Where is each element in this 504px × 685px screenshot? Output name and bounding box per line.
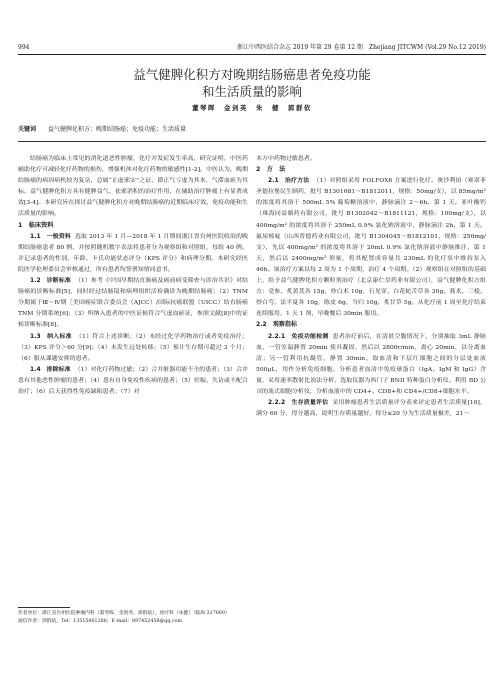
left-column — [18, 153, 248, 397]
subsection-text: （1）对照组采用 FOLFOX6 方案进行化疗。奥沙利铂（赛诺菲圣德拉堡民生制药，批号 B1301081～B1812011，规格：50mg/支），以 85mg/m² 的浓度将其溶于 500mL 5% 葡萄糖溶液中，静脉滴注 2～6h，第 1 天。亚叶酸钙（珠海同益制药有限公司，批号 B1302042～B1811121，规格：100mg/支），以 400mg/m² 的浓度将其溶于 250mL 0.9% 氯化钠溶液中，静脉滴注 2h，第 1 天。氟尿嘧啶（山西普德药业有限公司，批号 B1304045～B1812101，规格：250mg/支），先以 400mg/m² 的浓度将其溶于 20mL 0.9% 氯化钠溶液中静脉推注，第 1 天，然后以 2400mg/m² 剂量，将其配置成容量共 230mL 的化疗泵中维持泵入 46h。该治疗方案以每 2 周为 1 个周期，治疗 4 个周期。（2）观察组在对照组的基础上，给予益气健脾化积方颗粒剂治疗（北京康仁堂药业有限公司），益气健脾化积方组方：党参、炙黄芪各 15g，炒白术 10g，石见穿、白花蛇舌草各 30g，莪术、三棱、炒白芍、法半夏各 10g，陈皮 6g，当归 10g，炙甘草 5g。从化疗前 1 周至化疗结束连续服用，1 天 1 剂，早晚餐后 30min 服用。 — [256, 177, 486, 318]
subsection-paragraph — [18, 275, 248, 330]
subsection-paragraph — [18, 364, 248, 397]
subsection-label: 2.2.2 生存质量评估 — [268, 399, 329, 407]
keywords-label: 关键词 — [18, 126, 37, 133]
author-list: 董琴晖 金剑英 朱 健 郭群依 — [192, 104, 312, 112]
title-line-2: 和生活质量的影响 — [201, 84, 302, 99]
subsection-text: 患者治疗前后，在清晨空腹情况下，分别抽取 3mL 静脉血，一管室温静置 20min 使其凝固，然后以 2800r/min，离心 20min，以分离血清；另一管利用抗凝管，静置 30min，取血清和下层红细胞之间的分层处血液 500μL，用作分析免疫细胞。分析患者血清中免疫球蛋白（IgA、IgM 和 IgG）含量，采用速率散射比浊法分析，选取仪器为西门子 BNII 特种蛋白分析仪。利用 BD 公司的流式细胞分析仪，分析血液中的 CD4+、CD8+和 CD4+/CD8+细胞水平。 — [256, 332, 486, 395]
keywords — [18, 126, 486, 134]
right-column — [256, 153, 486, 419]
page-number: 994 — [18, 44, 30, 51]
keywords-text: 益气健脾化积方；晚期结肠癌；免疫功能；生活质量 — [47, 126, 186, 133]
subsection-text: （1）参考《中国早期结直肠癌及癌前病变筛查与诊治共识》对结肠癌的诊断标准[5]，同时经过结肠镜和病理组织活检确诊为晚期结肠癌；（2）TNM 分期属于Ⅲ～Ⅳ期［美国癌症联合委员会（AJCC）/国际抗癌联盟（UICC）结直肠癌 TNM 分期系统[6]；（3）所纳入患者的中医证候符合气虚血瘀证，参照文献[8]中的证候诊断标准[8]。 — [18, 277, 249, 329]
keywords-rule — [18, 141, 486, 142]
footnote-affiliation: 作者单位：浙江省台州医院肿瘤内科（董琴晖、金剑英、郭群依），放疗科（朱健）（临海 317000） — [18, 611, 230, 616]
subsection-label: 1.2 诊断标准 — [30, 277, 71, 285]
subsection-paragraph — [256, 397, 486, 419]
subsection-text: （1）符合上述诊断；（2）未经过化学药物治疗或者免疫治疗；（3）KPS 评分＞60 分[9]；（4）未发生远处转移；（5）预计生存期可超过 3 个月；（6）服从课题安排的患者。 — [18, 332, 248, 362]
subsection-label: 2.2.1 免疫功能检测 — [268, 332, 329, 340]
subsection-label: 1.3 纳入标准 — [30, 332, 72, 340]
subsection-text: （1）对化疗药物过敏；（2）合并脏器功能不全的患者；（3）合并患有其他恶性肿瘤的患者；（4）患有自身免疫性疾病的患者；（5）妊娠、失访或不配合治疗；（6）后天获得性免疫缺陷患者；（7）对 — [18, 365, 248, 395]
header-rule — [18, 54, 486, 55]
subsection-label: 1.4 排除标准 — [30, 365, 71, 373]
subsection-label: 2.1 治疗方法 — [268, 177, 310, 185]
body-paragraph: 结肠癌为临床上常见的消化道恶性肿瘤，化疗并发症发生率高，研究证明，中医药辅助化疗可减轻化疗药物的损伤，增强机体对化疗药物的敏感性[1-2]。中医认为，晚期结肠癌的病因病机较为复杂，总属“正虚邪实”之证，即正气亏虚为其本，气滞血瘀为其标。益气健脾化积方具有健脾益气、祛邪消积的治疗作用，在辅助治疗肿瘤上有显著成效[3-4]。本研究旨在探讨益气健脾化积方对晚期结肠癌的近期临床疗效、免疫功能和生活质量的影响。 — [18, 155, 248, 218]
subsection-label: 1.1 一般资料 — [30, 232, 71, 240]
section-heading: 1 临床资料 — [18, 221, 54, 229]
journal-citation: 浙江中西医结合杂志 2019 年第 29 卷第 12 期 Zhejiang JITCWM (Vol.29 No.12 2019) — [236, 44, 486, 51]
subsection-paragraph — [18, 231, 248, 275]
footnote — [18, 610, 248, 626]
section-heading: 2.2 观察指标 — [256, 321, 298, 329]
section-heading: 2 方 法 — [256, 166, 286, 174]
subsection-text: 选取 2013 年 1 月—2018 年 1 月期间浙江省台州医院收治的晚期结肠癌患者 80 例，并按照随机数字表法将患者分为观察组和对照组，每组 40 例。并记录患者的性别、年龄、卡氏功能状态评分（KPS 评分）和病理分期。本研究经医院医学伦理委员会审核通过，所有患者均签署知情同意书。 — [18, 232, 249, 273]
article-title — [60, 66, 444, 100]
footnote-rule — [18, 607, 70, 608]
body-paragraph: 本方中药物过敏患者。 — [256, 155, 316, 162]
subsection-text: 采用肿瘤患者生活质量评分表来评定患者生活质量[10]，满分 60 分，得分越高，说明生存质量越好。得分≤20 分为生活质量极差，21～ — [256, 399, 486, 418]
footnote-correspondence: 通信作者：郭群依，Tel：13515861286；E-mail：897452458@qq.com — [18, 619, 183, 624]
title-line-1: 益气健脾化积方对晚期结肠癌患者免疫功能 — [133, 67, 371, 82]
subsection-paragraph — [256, 331, 486, 398]
subsection-paragraph — [256, 175, 486, 319]
subsection-paragraph — [18, 331, 248, 364]
